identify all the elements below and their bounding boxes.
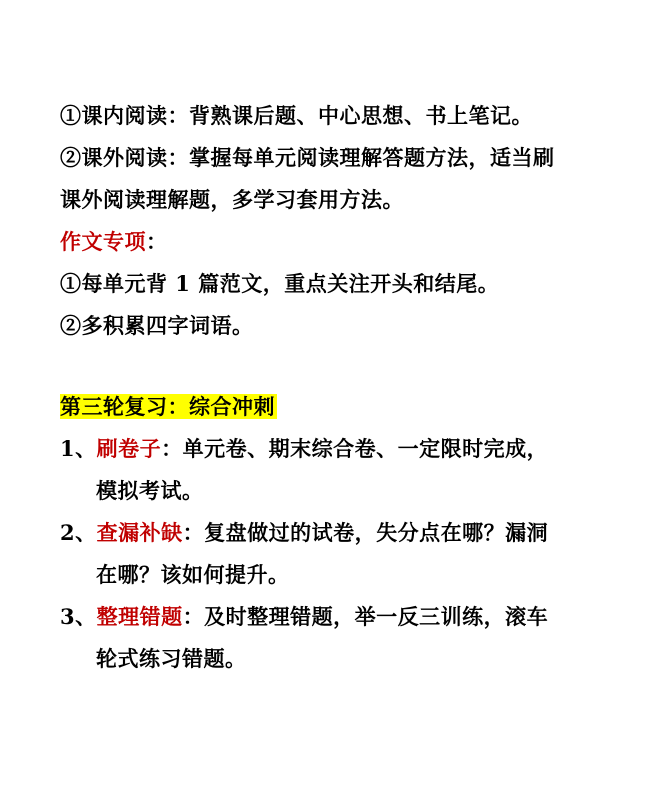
round3-heading: 第三轮复习：综合冲刺 [60, 394, 275, 419]
round3-item-1-key: 刷卷子 [96, 436, 162, 461]
round3-item-1-cont: 模拟考试。 [96, 478, 204, 503]
round3-heading-line [60, 392, 277, 422]
round3-item-3-key: 整理错题 [96, 604, 183, 629]
round3-item-2-rest: ：复盘做过的试卷，失分点在哪？漏洞 [182, 520, 549, 545]
composition-item-1: ①每单元背 1 篇范文，重点关注开头和结尾。 [60, 271, 500, 296]
round3-item-2-num: 2、 [60, 520, 97, 545]
round3-item-2 [60, 518, 548, 548]
reading-line-3: 课外阅读理解题，多学习套用方法。 [60, 187, 404, 212]
round3-item-3-num: 3、 [60, 604, 97, 629]
reading-line-1: ①课内阅读：背熟课后题、中心思想、书上笔记。 [60, 103, 533, 128]
composition-heading-colon: ： [146, 229, 168, 254]
reading-line-2: ②课外阅读：掌握每单元阅读理解答题方法，适当刷 [60, 145, 555, 170]
composition-heading-line [60, 227, 168, 257]
composition-heading: 作文专项 [60, 229, 146, 254]
round3-item-2-cont: 在哪？该如何提升。 [96, 562, 290, 587]
round3-item-1-rest: ：单元卷、期末综合卷、一定限时完成， [161, 436, 549, 461]
round3-item-3-rest: ：及时整理错题，举一反三训练，滚车 [182, 604, 549, 629]
round3-item-3-cont: 轮式练习错题。 [96, 646, 247, 671]
round3-item-1-num: 1、 [60, 436, 97, 461]
composition-item-2: ②多积累四字词语。 [60, 313, 254, 338]
round3-item-1 [60, 434, 548, 464]
round3-item-3 [60, 602, 548, 632]
round3-item-2-key: 查漏补缺 [96, 520, 183, 545]
